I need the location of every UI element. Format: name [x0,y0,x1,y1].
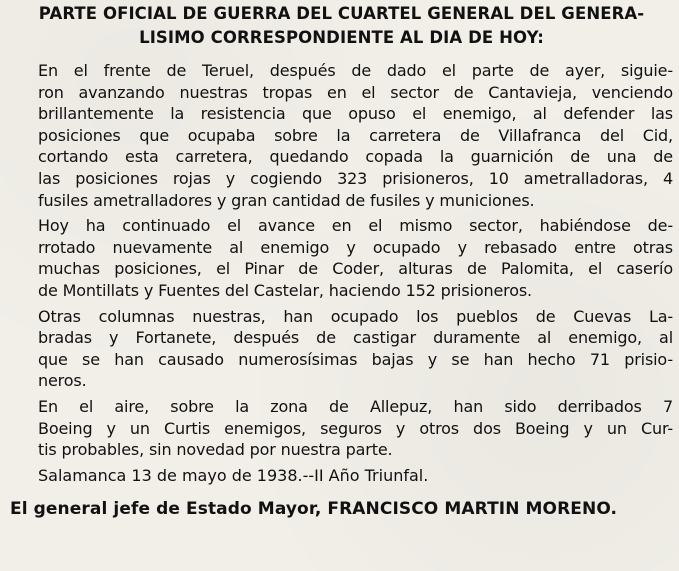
text-line: ron avanzando nuestras tropas en el sector de Cantavieja, venciendo [38,82,673,102]
paragraph-air [10,396,673,461]
text-line: posiciones que ocupaba sobre la carretera de Villafranca del Cid, [38,125,673,145]
text-line: de Montillats y Fuentes del Castelar, haciendo 152 prisioneros. [38,280,532,300]
text-line: rrotado nuevamente al enemigo y ocupado y rebasado entre otras [38,237,673,257]
headline-line-2: LISIMO CORRESPONDIENTE AL DIA DE HOY: [139,28,544,47]
signature: El general jefe de Estado Mayor, FRANCISCO MARTIN MORENO. [10,498,618,519]
text-line: muchas posiciones, el Pinar de Coder, alturas de Palomita, el caserío [38,259,673,279]
text-line: Otras columnas nuestras, han ocupado los pueblos de Cuevas La- [38,306,673,326]
text-line: fusiles ametralladores y gran cantidad de fusiles y municiones. [38,190,535,210]
text-line: neros. [38,371,87,391]
text-line: Hoy ha continuado el avance en el mismo sector, habiéndose de- [38,216,673,236]
text-line: En el aire, sobre la zona de Allepuz, han sido derribados 7 [38,396,673,416]
headline-line-1: PARTE OFICIAL DE GUERRA DEL CUARTEL GENERAL DEL GENERA- [38,4,645,23]
text-line: las posiciones rojas y cogiendo 323 prisioneros, 10 ametralladoras, 4 [38,168,673,188]
text-line: En el frente de Teruel, después de dado el parte de ayer, siguie- [38,61,673,80]
paragraph-advance [10,215,673,301]
text-line: Boeing y un Curtis enemigos, seguros y otros dos Boeing y un Cur- [38,418,673,438]
report-body [10,60,673,461]
text-line: brillantemente la resistencia que opuso el enemigo, al defender las [38,104,673,124]
text-line: bradas y Fortanete, después de castigar duramente al enemigo, al [38,328,673,348]
headline [10,2,673,50]
text-line: cortando esta carretera, quedando copada la guarnición de una de [38,147,673,167]
dateline: Salamanca 13 de mayo de 1938.--II Año Triunfal. [38,465,429,485]
paragraph-teruel-front [10,60,673,211]
text-line: que se han causado numerosísimas bajas y se han hecho 71 prisio- [38,349,673,369]
paragraph-other-columns [10,306,673,392]
text-line: tis probables, sin novedad por nuestra parte. [38,440,393,460]
